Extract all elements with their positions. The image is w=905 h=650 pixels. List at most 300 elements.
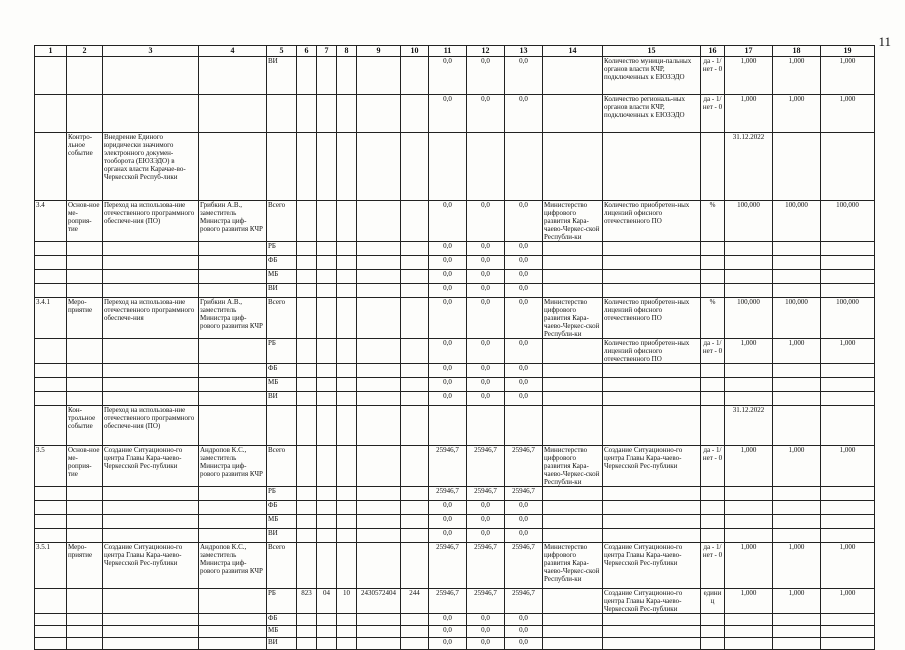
col-header-17: 17 [725, 46, 773, 57]
cell-v2022 [725, 284, 773, 298]
cell-csr [357, 201, 401, 242]
cell-pr [337, 256, 357, 270]
cell-grbs [297, 378, 317, 392]
col-header-4: 4 [199, 46, 267, 57]
cell-indicator [603, 501, 701, 515]
cell-grbs [297, 543, 317, 589]
cell-csr [357, 446, 401, 487]
cell-unit: единиц [701, 589, 725, 614]
cell-y2023: 0,0 [467, 95, 505, 133]
cell-vr [401, 270, 429, 284]
cell-pr: 10 [337, 589, 357, 614]
cell-executor [543, 57, 603, 95]
cell-indicator [603, 487, 701, 501]
cell-indicator: Количество муници-пальных органов власти КЧР, подключенных к ЕЮЗЭДО [603, 57, 701, 95]
cell-y2023: 0,0 [467, 242, 505, 256]
cell-vr [401, 392, 429, 406]
cell-indicator [603, 242, 701, 256]
cell-source: Всего [267, 298, 297, 339]
cell-y2023: 25946,7 [467, 543, 505, 589]
cell-grbs [297, 339, 317, 364]
cell-v2024 [821, 406, 875, 446]
cell-unit [701, 392, 725, 406]
cell-y2022: 0,0 [429, 638, 467, 650]
cell-v2022 [725, 638, 773, 650]
cell-y2022: 25946,7 [429, 543, 467, 589]
cell-y2023: 0,0 [467, 256, 505, 270]
cell-y2024: 0,0 [505, 298, 543, 339]
cell-y2024 [505, 133, 543, 201]
cell-name [103, 95, 199, 133]
cell-num [35, 406, 67, 446]
cell-indicator [603, 626, 701, 638]
cell-executor [543, 638, 603, 650]
cell-v2024 [821, 270, 875, 284]
cell-pr [337, 378, 357, 392]
cell-executor [543, 589, 603, 614]
cell-source: ФБ [267, 364, 297, 378]
cell-y2024: 25946,7 [505, 543, 543, 589]
cell-source: РБ [267, 589, 297, 614]
cell-executor [543, 256, 603, 270]
cell-v2023: 1,000 [773, 446, 821, 487]
cell-v2024 [821, 392, 875, 406]
cell-source: ВИ [267, 638, 297, 650]
cell-indicator: Количество приобретен-ных лицензий офисного отечественного ПО [603, 339, 701, 364]
cell-type [67, 339, 103, 364]
cell-indicator [603, 378, 701, 392]
cell-type [67, 242, 103, 256]
cell-v2023 [773, 614, 821, 626]
cell-v2022: 100,000 [725, 201, 773, 242]
cell-v2023: 1,000 [773, 543, 821, 589]
cell-type [67, 364, 103, 378]
cell-name [103, 626, 199, 638]
cell-y2023 [467, 406, 505, 446]
cell-vr [401, 57, 429, 95]
cell-indicator: Создание Ситуационно-го центра Главы Кара-чаево-Черкесской Рес-публики [603, 446, 701, 487]
cell-y2023: 0,0 [467, 515, 505, 529]
cell-responsible: Грибкин А.В., заместитель Министра циф-рового развития КЧР [199, 201, 267, 242]
cell-csr [357, 256, 401, 270]
cell-vr [401, 364, 429, 378]
cell-executor: Министерство цифрового развития Кара-чаево-Черкес-ской Республи-ки [543, 543, 603, 589]
cell-y2023: 0,0 [467, 392, 505, 406]
cell-rz [317, 201, 337, 242]
cell-name [103, 515, 199, 529]
cell-responsible: Андропов К.С., заместитель Министра циф-рового развития КЧР [199, 543, 267, 589]
cell-executor [543, 284, 603, 298]
cell-pr [337, 638, 357, 650]
cell-y2024: 25946,7 [505, 589, 543, 614]
table-row [35, 501, 875, 515]
cell-unit: да - 1/ нет - 0 [701, 95, 725, 133]
cell-executor [543, 242, 603, 256]
cell-unit [701, 270, 725, 284]
table-row [35, 57, 875, 95]
cell-v2023 [773, 501, 821, 515]
cell-vr [401, 446, 429, 487]
cell-responsible [199, 242, 267, 256]
cell-executor [543, 339, 603, 364]
cell-rz [317, 270, 337, 284]
cell-indicator: Создание Ситуационно-го центра Главы Кара-чаево-Черкесской Рес-публики [603, 543, 701, 589]
col-header-15: 15 [603, 46, 701, 57]
cell-source: ВИ [267, 57, 297, 95]
cell-y2023: 25946,7 [467, 487, 505, 501]
cell-indicator: Количество приобретен-ных лицензий офисного отечественного ПО [603, 298, 701, 339]
cell-v2024 [821, 364, 875, 378]
col-header-13: 13 [505, 46, 543, 57]
cell-grbs [297, 133, 317, 201]
cell-pr [337, 501, 357, 515]
cell-indicator [603, 256, 701, 270]
cell-responsible [199, 392, 267, 406]
cell-unit [701, 256, 725, 270]
cell-type [67, 256, 103, 270]
cell-csr [357, 392, 401, 406]
cell-v2022: 100,000 [725, 298, 773, 339]
table-row [35, 529, 875, 543]
cell-pr [337, 614, 357, 626]
cell-v2024 [821, 614, 875, 626]
cell-grbs [297, 57, 317, 95]
cell-v2023 [773, 378, 821, 392]
cell-v2023 [773, 487, 821, 501]
cell-unit: да - 1/ нет - 0 [701, 57, 725, 95]
col-header-3: 3 [103, 46, 199, 57]
cell-y2022: 0,0 [429, 242, 467, 256]
cell-pr [337, 339, 357, 364]
col-header-8: 8 [337, 46, 357, 57]
cell-name [103, 256, 199, 270]
cell-v2024 [821, 487, 875, 501]
cell-type [67, 270, 103, 284]
cell-y2022: 0,0 [429, 298, 467, 339]
cell-v2024: 1,000 [821, 543, 875, 589]
cell-num [35, 133, 67, 201]
cell-source: РБ [267, 242, 297, 256]
cell-y2024: 0,0 [505, 242, 543, 256]
col-header-7: 7 [317, 46, 337, 57]
cell-vr [401, 95, 429, 133]
cell-y2024: 0,0 [505, 364, 543, 378]
table-row [35, 406, 875, 446]
cell-csr [357, 487, 401, 501]
cell-responsible [199, 284, 267, 298]
cell-name [103, 501, 199, 515]
col-header-2: 2 [67, 46, 103, 57]
cell-y2023: 0,0 [467, 614, 505, 626]
cell-num: 3.4.1 [35, 298, 67, 339]
cell-pr [337, 543, 357, 589]
cell-y2024: 0,0 [505, 95, 543, 133]
cell-v2023 [773, 242, 821, 256]
cell-name [103, 638, 199, 650]
cell-indicator [603, 614, 701, 626]
table-row [35, 256, 875, 270]
cell-v2023 [773, 638, 821, 650]
cell-type: Кон-трольное событие [67, 406, 103, 446]
cell-grbs [297, 406, 317, 446]
table-row [35, 392, 875, 406]
cell-num [35, 638, 67, 650]
cell-responsible [199, 515, 267, 529]
cell-source: Всего [267, 201, 297, 242]
cell-executor [543, 406, 603, 446]
cell-name [103, 270, 199, 284]
cell-name [103, 614, 199, 626]
cell-type: Основ-ное ме-роприя-тие [67, 446, 103, 487]
cell-type [67, 626, 103, 638]
cell-num [35, 270, 67, 284]
cell-source: МБ [267, 515, 297, 529]
cell-grbs [297, 95, 317, 133]
cell-y2024: 0,0 [505, 284, 543, 298]
cell-responsible [199, 589, 267, 614]
cell-executor [543, 501, 603, 515]
cell-source: Всего [267, 446, 297, 487]
cell-pr [337, 529, 357, 543]
cell-grbs [297, 201, 317, 242]
cell-responsible [199, 501, 267, 515]
cell-grbs [297, 446, 317, 487]
cell-y2022: 25946,7 [429, 446, 467, 487]
cell-y2024: 0,0 [505, 638, 543, 650]
table-row [35, 446, 875, 487]
cell-type [67, 392, 103, 406]
cell-vr [401, 529, 429, 543]
cell-y2023: 0,0 [467, 284, 505, 298]
cell-type [67, 589, 103, 614]
cell-unit [701, 501, 725, 515]
cell-csr [357, 626, 401, 638]
cell-v2023 [773, 364, 821, 378]
cell-v2023: 100,000 [773, 298, 821, 339]
cell-rz [317, 446, 337, 487]
cell-v2023: 100,000 [773, 201, 821, 242]
cell-rz [317, 298, 337, 339]
cell-num: 3.5 [35, 446, 67, 487]
cell-unit [701, 487, 725, 501]
cell-v2022 [725, 626, 773, 638]
cell-rz [317, 501, 337, 515]
cell-source [267, 133, 297, 201]
cell-type [67, 284, 103, 298]
table-row [35, 589, 875, 614]
cell-type [67, 501, 103, 515]
cell-unit [701, 133, 725, 201]
cell-v2024 [821, 378, 875, 392]
cell-name [103, 378, 199, 392]
table-row [35, 284, 875, 298]
cell-csr [357, 364, 401, 378]
cell-y2022 [429, 133, 467, 201]
cell-v2022: 1,000 [725, 95, 773, 133]
cell-y2022: 0,0 [429, 57, 467, 95]
cell-executor [543, 515, 603, 529]
cell-y2023: 0,0 [467, 364, 505, 378]
cell-responsible [199, 529, 267, 543]
cell-num [35, 626, 67, 638]
cell-grbs [297, 626, 317, 638]
cell-name [103, 487, 199, 501]
cell-type [67, 529, 103, 543]
table-row [35, 270, 875, 284]
cell-unit: % [701, 201, 725, 242]
cell-grbs [297, 529, 317, 543]
cell-y2022: 0,0 [429, 614, 467, 626]
cell-indicator [603, 392, 701, 406]
table-row [35, 339, 875, 364]
cell-type: Меро-приятие [67, 543, 103, 589]
cell-pr [337, 57, 357, 95]
cell-y2024: 0,0 [505, 626, 543, 638]
col-header-14: 14 [543, 46, 603, 57]
cell-y2023: 0,0 [467, 339, 505, 364]
cell-source: МБ [267, 378, 297, 392]
cell-y2022: 0,0 [429, 529, 467, 543]
cell-v2024: 1,000 [821, 589, 875, 614]
cell-csr [357, 515, 401, 529]
cell-rz [317, 529, 337, 543]
cell-source: ФБ [267, 614, 297, 626]
cell-indicator [603, 638, 701, 650]
cell-type [67, 487, 103, 501]
cell-rz [317, 638, 337, 650]
cell-v2023 [773, 133, 821, 201]
cell-v2022: 1,000 [725, 543, 773, 589]
cell-pr [337, 133, 357, 201]
cell-y2022: 0,0 [429, 515, 467, 529]
cell-v2022 [725, 256, 773, 270]
cell-executor: Министерство цифрового развития Кара-чаево-Черкес-ской Республи-ки [543, 298, 603, 339]
cell-csr [357, 270, 401, 284]
cell-indicator [603, 364, 701, 378]
cell-v2022 [725, 529, 773, 543]
cell-grbs [297, 614, 317, 626]
cell-grbs [297, 284, 317, 298]
cell-indicator [603, 284, 701, 298]
cell-y2022: 0,0 [429, 201, 467, 242]
cell-rz [317, 515, 337, 529]
cell-executor [543, 487, 603, 501]
col-header-18: 18 [773, 46, 821, 57]
table-row [35, 201, 875, 242]
col-header-6: 6 [297, 46, 317, 57]
cell-v2024 [821, 133, 875, 201]
cell-grbs [297, 392, 317, 406]
cell-y2023: 0,0 [467, 270, 505, 284]
cell-rz [317, 95, 337, 133]
cell-num [35, 515, 67, 529]
cell-v2023 [773, 270, 821, 284]
cell-pr [337, 95, 357, 133]
cell-executor: Министерство цифрового развития Кара-чаево-Черкес-ской Республи-ки [543, 446, 603, 487]
cell-responsible [199, 626, 267, 638]
cell-unit: да - 1/ нет - 0 [701, 543, 725, 589]
cell-rz: 04 [317, 589, 337, 614]
cell-y2022: 0,0 [429, 339, 467, 364]
cell-rz [317, 133, 337, 201]
col-header-10: 10 [401, 46, 429, 57]
cell-v2022: 31.12.2022 [725, 133, 773, 201]
cell-v2024 [821, 256, 875, 270]
cell-v2022 [725, 515, 773, 529]
cell-grbs [297, 256, 317, 270]
cell-num [35, 242, 67, 256]
cell-source: РБ [267, 487, 297, 501]
cell-y2024: 25946,7 [505, 446, 543, 487]
cell-type [67, 57, 103, 95]
cell-name: Внедрение Единого юридически значимого электронного докумен-тооборота (ЕЮЗЭДО) в органах власти Карачае-во-Черкесской Респуб-лики [103, 133, 199, 201]
cell-vr [401, 487, 429, 501]
cell-unit [701, 529, 725, 543]
cell-responsible [199, 406, 267, 446]
cell-y2022: 0,0 [429, 256, 467, 270]
cell-grbs [297, 501, 317, 515]
cell-v2022: 1,000 [725, 589, 773, 614]
cell-y2024: 0,0 [505, 501, 543, 515]
cell-pr [337, 487, 357, 501]
cell-grbs [297, 270, 317, 284]
cell-vr [401, 626, 429, 638]
budget-table [34, 45, 875, 650]
cell-indicator [603, 529, 701, 543]
cell-grbs [297, 515, 317, 529]
cell-name [103, 339, 199, 364]
cell-indicator: Количество приобретен-ных лицензий офисного отечественного ПО [603, 201, 701, 242]
cell-responsible [199, 256, 267, 270]
table-row [35, 133, 875, 201]
cell-num [35, 378, 67, 392]
cell-y2023: 0,0 [467, 378, 505, 392]
cell-y2022: 25946,7 [429, 589, 467, 614]
cell-pr [337, 364, 357, 378]
col-header-11: 11 [429, 46, 467, 57]
cell-responsible [199, 57, 267, 95]
cell-y2023: 0,0 [467, 201, 505, 242]
cell-grbs [297, 487, 317, 501]
cell-v2024: 100,000 [821, 201, 875, 242]
cell-y2022: 0,0 [429, 378, 467, 392]
cell-y2023: 25946,7 [467, 589, 505, 614]
cell-v2024 [821, 515, 875, 529]
cell-vr [401, 298, 429, 339]
cell-unit [701, 242, 725, 256]
cell-num [35, 487, 67, 501]
cell-v2023: 1,000 [773, 95, 821, 133]
cell-csr [357, 501, 401, 515]
cell-num: 3.5.1 [35, 543, 67, 589]
cell-responsible [199, 487, 267, 501]
cell-y2024: 0,0 [505, 256, 543, 270]
cell-grbs [297, 298, 317, 339]
table-row [35, 487, 875, 501]
cell-v2022: 1,000 [725, 339, 773, 364]
cell-indicator [603, 133, 701, 201]
cell-name [103, 284, 199, 298]
cell-source: МБ [267, 270, 297, 284]
cell-y2022: 0,0 [429, 392, 467, 406]
cell-source: ВИ [267, 392, 297, 406]
cell-csr [357, 638, 401, 650]
cell-name: Переход на использова-ние отечественного программного обеспече-ния (ПО) [103, 406, 199, 446]
cell-rz [317, 487, 337, 501]
cell-grbs [297, 638, 317, 650]
cell-unit: да - 1/ нет - 0 [701, 446, 725, 487]
cell-csr [357, 543, 401, 589]
